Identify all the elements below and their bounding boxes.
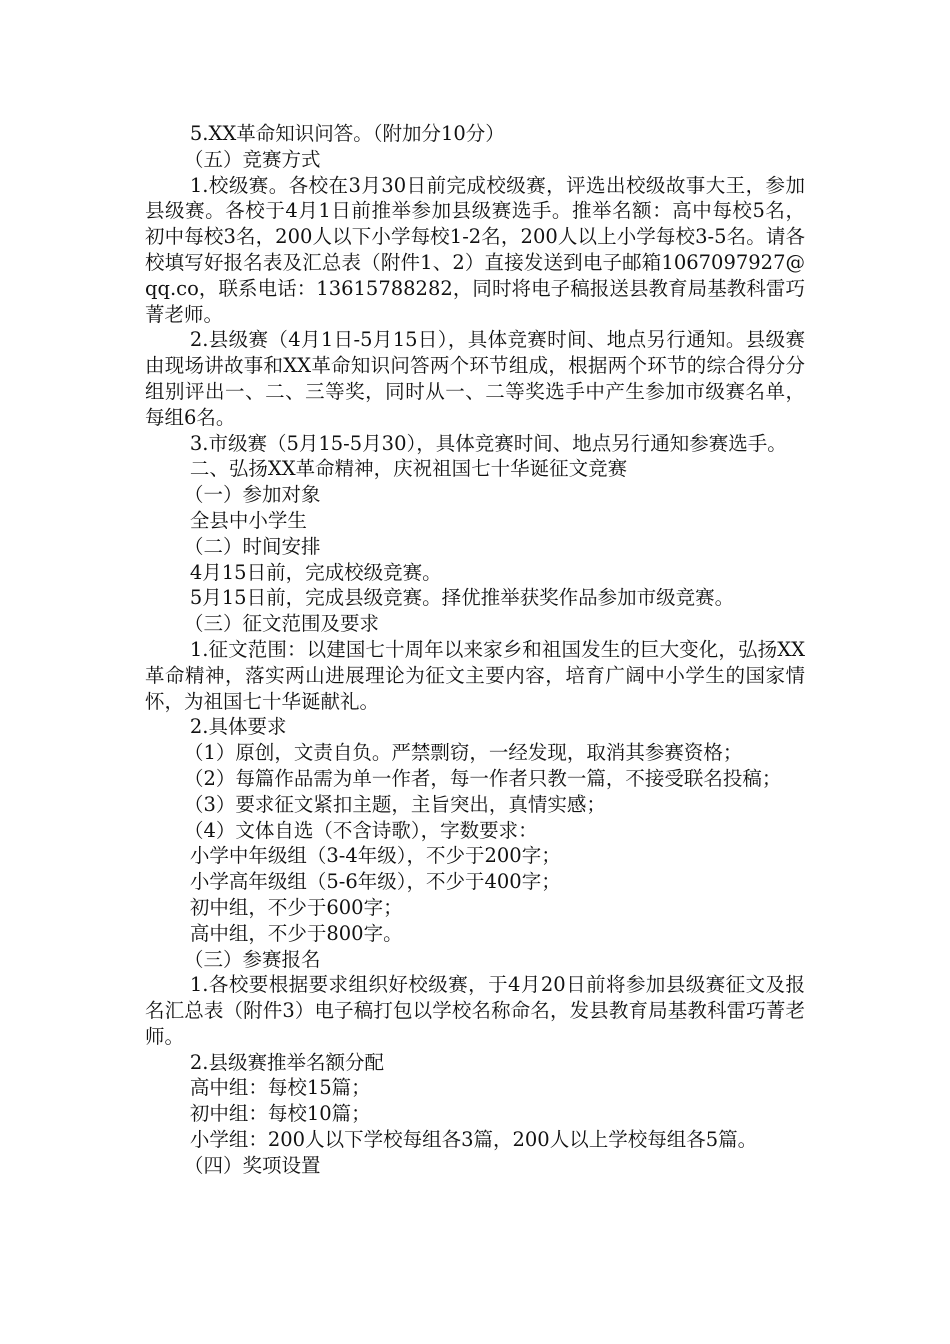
quota-junior-high: 初中组：每校10篇； [189, 1102, 371, 1126]
heading-schedule: （二）时间安排 [184, 534, 321, 558]
requirement-2: （2）每篇作品需为单一作者，每一作者只教一篇，不接受联名投稿； [184, 766, 782, 790]
requirement-3: （3）要求征文紧扣主题，主旨突出，真情实感； [184, 792, 606, 816]
word-count-primary-middle: 小学中年级组（3-4年级），不少于200字； [189, 844, 561, 868]
heading-awards: （四）奖项设置 [184, 1153, 321, 1177]
heading-essay-scope: （三）征文范围及要求 [184, 612, 380, 636]
heading-registration: （三）参赛报名 [184, 947, 321, 971]
heading-quota: 2.县级赛推举名额分配 [189, 1050, 384, 1074]
word-count-primary-upper: 小学高年级组（5-6年级），不少于400字； [189, 870, 561, 894]
requirement-1: （1）原创，文责自负。严禁剽窃，一经发现，取消其参赛资格； [184, 741, 743, 765]
paragraph-schedule-1: 4月15日前，完成校级竞赛。 [189, 560, 442, 584]
word-count-senior-high: 高中组，不少于800字。 [189, 921, 403, 945]
paragraph-essay-scope: 1.征文范围：以建国七十周年以来家乡和祖国发生的巨大变化，弘扬XX革命精神，落实两山进展理论为征文主要内容，培育广阔中小学生的国家情怀，为祖国七十华诞献礼。 [145, 637, 805, 713]
quota-senior-high: 高中组：每校15篇； [189, 1076, 371, 1100]
paragraph-city-level: 3.市级赛（5月15-5月30），具体竞赛时间、地点另行通知参赛选手。 [189, 431, 787, 455]
paragraph-schedule-2: 5月15日前，完成县级竞赛。择优推举获奖作品参加市级竞赛。 [189, 586, 735, 610]
quota-primary: 小学组：200人以下学校每组各3篇，200人以上学校每组各5篇。 [189, 1128, 758, 1152]
paragraph-participants: 全县中小学生 [189, 508, 307, 532]
paragraph-county-level: 2.县级赛（4月1日-5月15日），具体竞赛时间、地点另行通知。县级赛由现场讲故事和XX革命知识问答两个环节组成，根据两个环节的综合得分分组别评出一、二、三等奖，同时从一、二等奖选手中产生参加市级赛名单，每组6名。 [145, 328, 805, 429]
word-count-junior-high: 初中组，不少于600字； [189, 895, 403, 919]
heading-essay-competition: 二、弘扬XX革命精神，庆祝祖国七十华诞征文竞赛 [189, 457, 628, 481]
requirement-4: （4）文体自选（不含诗歌），字数要求： [184, 818, 538, 842]
paragraph-school-level: 1.校级赛。各校在3月30日前完成校级赛，评选出校级故事大王，参加县级赛。各校于4月1日前推举参加县级赛选手。推举名额：高中每校5名，初中每校3名，200人以下小学每校1-2名，200人以上小学每校3-5名。请各校填写好报名表及汇总表（附件1、2）直接发送到电子邮箱1067097927@qq.co，联系电话：13615788282，同时将电子稿报送县教育局基教科雷巧菁老师。 [145, 173, 805, 326]
heading-participants: （一）参加对象 [184, 483, 321, 507]
heading-requirements: 2.具体要求 [189, 715, 287, 739]
paragraph-registration: 1.各校要根据要求组织好校级赛，于4月20日前将参加县级赛征文及报名汇总表（附件3）电子稿打包以学校名称命名，发县教育局基教科雷巧菁老师。 [145, 973, 805, 1048]
paragraph-qa-item: 5.XX革命知识问答。（附加分10分） [189, 122, 505, 145]
document-body [145, 121, 805, 1179]
heading-competition-method: （五）竞赛方式 [184, 147, 321, 171]
